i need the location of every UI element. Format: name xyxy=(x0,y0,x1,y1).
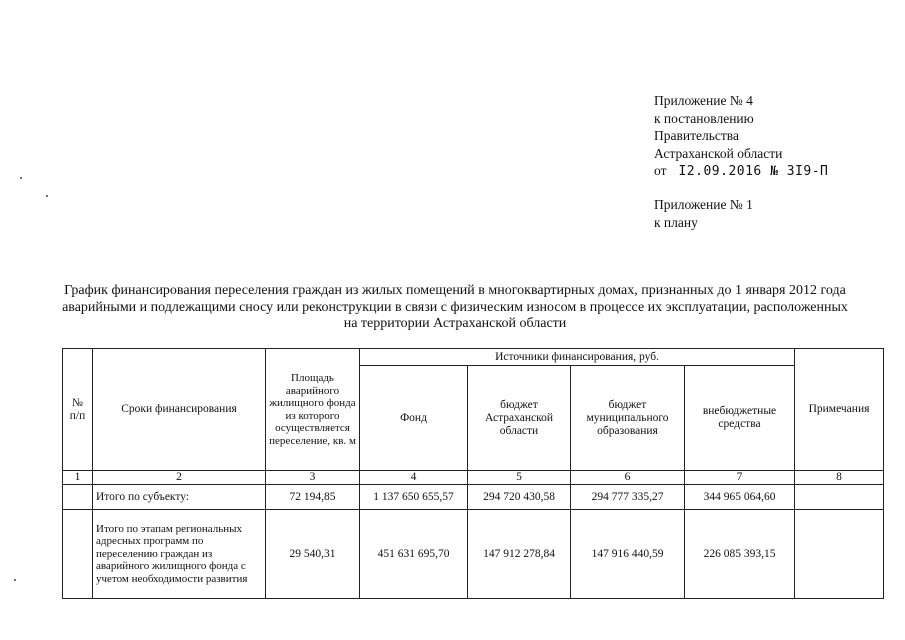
row-label: Итого по этапам региональных адресных программ по переселению граждан из аварийного жилищного фонда с учетом необходимости развития xyxy=(93,510,266,599)
appendix-line: Астраханской области xyxy=(654,145,783,161)
row-notes xyxy=(795,485,884,510)
header-area: Площадь аварийного жилищного фонда из которого осуществляется переселение, кв. м xyxy=(266,349,360,471)
financing-table xyxy=(62,348,884,599)
row-fund: 451 631 695,70 xyxy=(360,510,468,599)
row-municipal: 294 777 335,27 xyxy=(571,485,685,510)
resolution-date-line xyxy=(654,162,828,181)
column-number: 5 xyxy=(468,471,571,485)
appendix-line: Правительства xyxy=(654,128,739,143)
row-label: Итого по субъекту: xyxy=(93,485,266,510)
scan-speck xyxy=(14,579,16,581)
appendix-line: Приложение № 4 xyxy=(654,93,753,108)
header-period: Сроки финансирования xyxy=(93,349,266,471)
scan-speck xyxy=(20,177,22,179)
header-fund: Фонд xyxy=(360,366,468,471)
appendix-plan-line: Приложение № 1 xyxy=(654,197,753,212)
header-notes: Примечания xyxy=(795,349,884,471)
header-row xyxy=(63,349,884,366)
column-number: 3 xyxy=(266,471,360,485)
row-extrabudget: 344 965 064,60 xyxy=(685,485,795,510)
row-num xyxy=(63,485,93,510)
row-notes xyxy=(795,510,884,599)
column-number-row xyxy=(63,471,884,485)
header-regional-budget: бюджет Астраханской области xyxy=(468,366,571,471)
row-municipal: 147 916 440,59 xyxy=(571,510,685,599)
row-regional: 147 912 278,84 xyxy=(468,510,571,599)
date-prefix: от xyxy=(654,163,667,178)
column-number: 7 xyxy=(685,471,795,485)
table-row xyxy=(63,485,884,510)
row-area: 29 540,31 xyxy=(266,510,360,599)
column-number: 4 xyxy=(360,471,468,485)
column-number: 1 xyxy=(63,471,93,485)
column-number: 2 xyxy=(93,471,266,485)
header-municipal-budget: бюджет муниципального образования xyxy=(571,366,685,471)
date-stamp: I2.09.2016 № 3I9-П xyxy=(678,164,829,179)
document-title: График финансирования переселения граждан из жилых помещений в многоквартирных домах, признанных до 1 января 2012 года аварийными и подлежащими сносу или реконструкции в связи с физическим износом в процессе их эксплуатации, расположенных на территории Астраханской области xyxy=(62,283,848,331)
table-row xyxy=(63,510,884,599)
appendix-plan-header xyxy=(654,196,753,231)
scan-speck xyxy=(46,195,48,197)
appendix-plan-line: к плану xyxy=(654,214,698,230)
header-extrabudget: внебюджетные средства xyxy=(685,366,795,471)
appendix-header xyxy=(654,92,828,181)
row-extrabudget: 226 085 393,15 xyxy=(685,510,795,599)
row-regional: 294 720 430,58 xyxy=(468,485,571,510)
row-num xyxy=(63,510,93,599)
row-fund: 1 137 650 655,57 xyxy=(360,485,468,510)
header-num: № п/п xyxy=(63,349,93,471)
column-number: 6 xyxy=(571,471,685,485)
header-sources: Источники финансирования, руб. xyxy=(360,349,795,366)
column-number: 8 xyxy=(795,471,884,485)
row-area: 72 194,85 xyxy=(266,485,360,510)
appendix-line: к постановлению xyxy=(654,110,754,126)
